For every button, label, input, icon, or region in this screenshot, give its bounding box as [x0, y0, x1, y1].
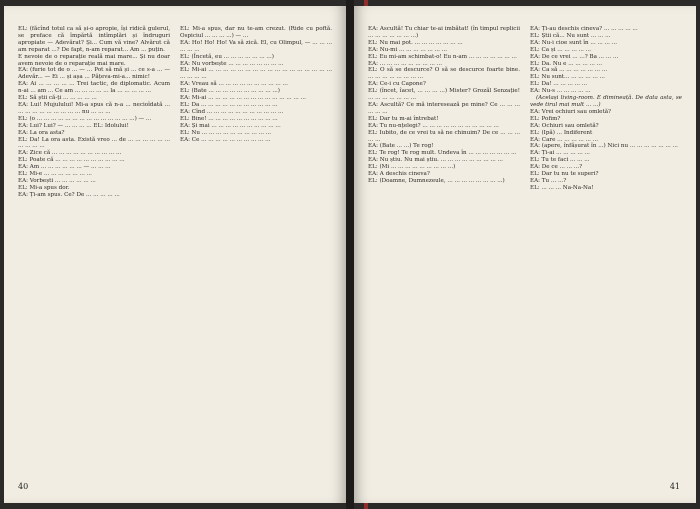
dialogue-line: EA: Vorbești ... ... ... ... ... ...	[18, 177, 96, 184]
dialogue-line: EA: Care ... ... ... ... ... ...	[530, 136, 599, 143]
dialogue-line: EL: Dar tu nu te superi?	[530, 171, 599, 178]
dialogue-line: EA: Ochiuri sau omletă?	[530, 122, 599, 129]
dialogue-line: EA: Ți-am spus. Ce? De ... ... ... ... ...	[18, 191, 120, 198]
dialogue-line: EA: Am ... ... ... ... ... ... — ... ... ...	[18, 164, 111, 171]
dialogue-line: EL: (Bate ... ... ... ... ... ... ... ... ... ...)	[180, 88, 280, 95]
dialogue-line: EL: Nu ... ... ... ... ... ... ... ... ... ...	[180, 129, 272, 136]
dialogue-line: EA: Ho! Ho! Ho! Va să zică. El, cu Olimpul, — ... ... ... ... ... ...	[180, 39, 334, 53]
dialogue-line: EL: (Ipă) ... Indiferent	[530, 129, 593, 136]
dialogue-line: EL: (făcînd totul ca să și-o apropie, își ridică gulerul, se preface că împărtă intîmplări și îndruguri apropiate — Adevărat? Și... Cum vă vine? Alvărut că am reparat ...? De fapt, n-am reparat... Am ... puțin.	[18, 26, 172, 53]
dialogue-line: EL: Mi-e ... ... ... ... ... ... ...	[18, 171, 92, 178]
page-number: 40	[18, 482, 29, 491]
right-column-1	[368, 26, 520, 469]
dialogue-line: EA: Tu nu-nțelegi? ... ... ... ... ... ... ... ... ... ... ...	[368, 122, 499, 129]
dialogue-line: EA: Ai ... ... ... ... ... Trei tactic, de diplomatic. Acum n-ai ... am ... Ce am ... ... ... ... ... la ... ... ... ... ...	[18, 81, 172, 95]
dialogue-line: EL: Pofim?	[530, 115, 561, 122]
dialogue-line: EA: Ca să ... ... ... ... ... ... ...	[530, 67, 608, 74]
dialogue-line: EA: De ce ... ... ...?	[530, 164, 583, 171]
left-column-1	[18, 26, 170, 469]
dialogue-line: EA: Vrei ochiuri sau omletă?	[530, 108, 612, 115]
dialogue-line: EL: Bine! ... ... ... ... ... ... ... ... ... ...	[180, 115, 278, 122]
dialogue-line: EL: O să se descurce? O să se descurce foarte bine. ... ... ... ... ... ... ... ...	[368, 67, 522, 81]
left-column-2	[180, 26, 332, 469]
dialogue-line: EA: La ora asta?	[18, 129, 65, 136]
dialogue-line: E nevoie de o reparație reală mai mare... Și nu doar avem nevoie de o reparație mai mare.	[18, 53, 172, 67]
dialogue-line: EA: Vreau să ... ... ... ... ... ... ... ... ... ...	[180, 81, 288, 88]
dialogue-line: EA: Ți-au deschis cineva? ... ... ... ... ...	[530, 26, 638, 32]
dialogue-line: EA: Nu-s ... ... ... ... ...	[530, 88, 591, 95]
dialogue-line: EL: Tu te faci ... ... ...	[530, 157, 590, 164]
dialogue-line: EL: Te rog! Te rog mult. Undeva în ... ... ... ... ... ... ...	[368, 150, 517, 157]
dialogue-line: EA: Nu-i cioe sunt în ... ... ... ...	[530, 39, 618, 46]
dialogue-line: EA: (apere, înfășurat în ...) Nici nu ... ... ... ... ... ... ...	[530, 143, 678, 150]
right-column-2	[530, 26, 682, 469]
dialogue-line: EA: Ce ... ... ... ... ... ... ... ... ... ...	[180, 136, 271, 143]
left-columns	[18, 26, 332, 469]
dialogue-line: EL: Nu mai pot. ... ... ... ... ... ... ...	[368, 39, 463, 46]
dialogue-line: EL: Ca și ... ... ... ... ...	[530, 46, 592, 53]
dialogue-line: EL: Da! ... ... ... ... ...	[530, 81, 588, 88]
dialogue-line: EL: (Mi ... ... ... ... ... ... ... ... ...)	[368, 164, 456, 171]
dialogue-line: EA: Tu ... ...?	[530, 177, 567, 184]
dialogue-line: EL: Eu mi-am schimbat-o! Eu n-am ... ... ... ... ... ... ...	[368, 53, 517, 60]
dialogue-line: EA: Nu știu. Nu mai știu. ... ... ... ... ... ... ... ... ...	[368, 157, 503, 164]
right-page	[354, 6, 696, 503]
dialogue-line: EL: Iubito, de ce vrei tu să ne chinuim? De ce ... ... ... ... ...	[368, 129, 522, 143]
dialogue-line: EL: Mi-a spus, dar nu te-am crezut. (Ride cu poftă. Ospiciul ... ... ... ...) — ...	[180, 26, 334, 39]
dialogue-line: EA: De ce vrei ... ...? Ba ... ... ...	[530, 53, 619, 60]
stage-direction: (Același living-room. E dimineață. De data asta, se vede tirul mai mult ... ...)	[530, 95, 684, 108]
dialogue-line: EL: Dar tu m-ai întrebat!	[368, 115, 439, 122]
dialogue-line: EA: (furie tot de o ... — ... Pot să mă și ... ce s-a ... — Adevăr... — Ei ... și așa ... Pățeva-mi-a... nimic!	[18, 67, 172, 81]
dialogue-line: EL: (Doamne, Dumnezeule, ... ... ... ... ... ... ... ...)	[368, 177, 505, 184]
dialogue-line: EL: (Încetă, eu ... ... ... ... ... ... ...)	[180, 53, 274, 60]
dialogue-line: EA: Zice că ... ... ... ... ... ... ... ... ... ...	[18, 150, 122, 157]
dialogue-line: EA: Lui? Lui? — ... ... ... ... EL: Idolului!	[18, 122, 129, 129]
dialogue-line: EL: Nu sunt... ... ... ... ... ...	[530, 74, 605, 81]
dialogue-line: EL: Știi că... Nu sunt ... ... ...	[530, 32, 611, 39]
dialogue-line: EA: Ți-ai ... ... ... ... ...	[530, 150, 590, 157]
dialogue-line: EA: Ascultă? Ce mă interesează pe mine? Ce ... ... ... ... ... ...	[368, 101, 522, 115]
dialogue-line: EL: (o ... ... ... ... ... ... ... ... ... ... ... ... ... ...) — ...	[18, 115, 152, 122]
left-page	[4, 6, 346, 503]
dialogue-line: EA: Ascultă! Tu chiar te-ai imbătat! (în timpul replicii ... ... ... ... ... ... ...)	[368, 26, 522, 39]
dialogue-line: EA: Lui! Mujulului! Mi-a spus că n-a ... necioîdată ... ... ... ... ... ... ... ... ... ... nu ... ... ...	[18, 101, 172, 115]
dialogue-line: EL: Mi-a spus dor.	[18, 184, 70, 191]
page-number: 41	[669, 482, 680, 491]
dialogue-line: EL: Da! La ora asta. Există vreo ... de ... ... ... ... ... ... ... ... ... ...	[18, 136, 172, 150]
dialogue-line: EL: Poate că ... ... ... ... ... ... ... ... ... ...	[18, 157, 125, 164]
book-gutter	[346, 0, 354, 509]
dialogue-line: EL: Da ... ... ... ... ... ... ... ... ... ... ...	[180, 101, 278, 108]
dialogue-line: EA: Mi-ai ... ... ... ... ... ... ... ... ... ... ... ... ... ...	[180, 95, 306, 102]
dialogue-line: EA: ... ... ... ... ... ... ... ... ...	[368, 60, 443, 67]
dialogue-line: EL: Da. Nu e ... ... ... ... ...	[530, 60, 602, 67]
dialogue-line: EA: Ce-i cu Capone?	[368, 81, 426, 88]
dialogue-line: EA: Și mai ... ... ... ... ... ... ... ... ... ...	[180, 122, 281, 129]
dialogue-line: EA: Nu vorbește ... ... ... ... ... ... ... ...	[180, 60, 284, 67]
dialogue-line: EL: Să știi că-ți ... ... ... ... ...	[18, 95, 97, 102]
dialogue-line: EL: Mi-ai ... ... ... ... ... ... ... ... ... ... ... ... ... ... ... ... ... ... ... ... ...	[180, 67, 334, 81]
dialogue-line: EL: ... ... ... Na-Na-Na!	[530, 184, 594, 191]
right-columns	[368, 26, 682, 469]
dialogue-line: EA: Cînd ... ... ... ... ... ... ... ... ... ... ...	[180, 108, 284, 115]
dialogue-line: EA: A deschis cineva?	[368, 171, 430, 178]
dialogue-line: EA: Nu-mi ... ... ... ... ... ... ...	[368, 46, 448, 53]
dialogue-line: EL: (încet, îacet, ... ... ... ...) Mister? Grozăl Senzație! ... ... ... ... ... ... ...	[368, 88, 522, 102]
dialogue-line: EA: (Bate ... ...) Te rog!	[368, 143, 434, 150]
